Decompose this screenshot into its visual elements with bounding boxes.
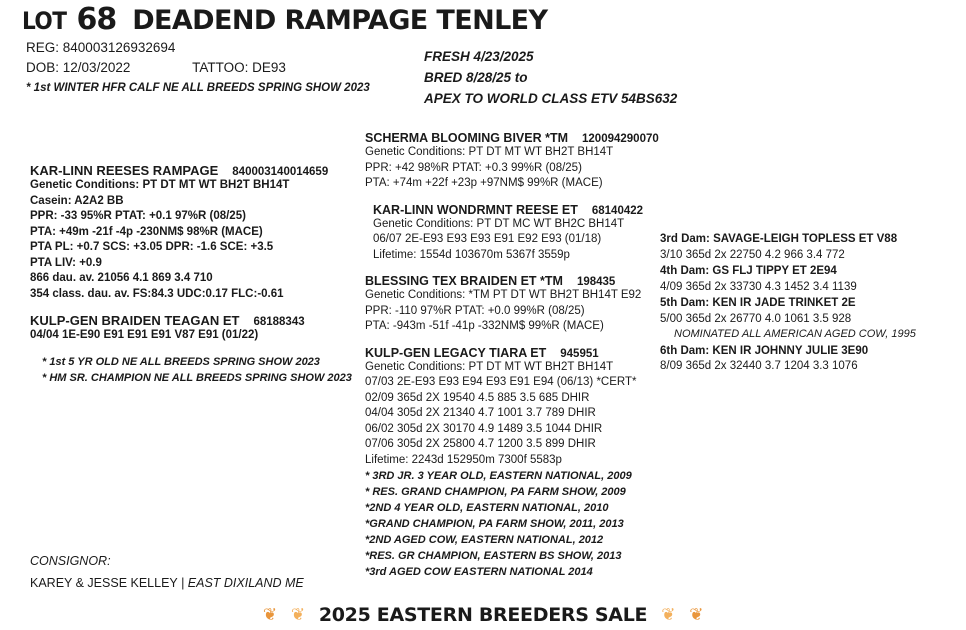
pedigree-name-line — [365, 346, 665, 360]
consignor-label: CONSIGNOR: — [30, 554, 111, 568]
pedigree-detail: Genetic Conditions: PT DT MT WT BH2T BH14T — [365, 146, 614, 158]
rear-dam-name: KEN IR JOHNNY JULIE 3E90 — [712, 344, 869, 357]
sale-title: 2025 EASTERN BREEDERS SALE — [318, 604, 648, 626]
pedigree-detail: PTA LIV: +0.9 — [30, 256, 102, 269]
pedigree-award-note: * HM SR. CHAMPION NE ALL BREEDS SPRING SHOW 2023 — [42, 371, 352, 384]
animal-show-note: * 1st WINTER HFR CALF NE ALL BREEDS SPRING SHOW 2023 — [26, 82, 370, 94]
bred-date: BRED 8/28/25 to — [424, 70, 528, 85]
pedigree-detail: 06/02 305d 2X 30170 4.9 1489 3.5 1044 DHIR — [365, 422, 603, 435]
pedigree-award-note: *2ND AGED COW, EASTERN NATIONAL, 2012 — [365, 534, 604, 546]
pedigree-name: SCHERMA BLOOMING BIVER *TM — [365, 131, 569, 145]
pedigree-detail: Genetic Conditions: PT DT MT WT BH2T BH14T — [365, 360, 614, 373]
dob-value: 12/03/2022 — [62, 60, 131, 75]
pedigree-reg: 840003140014659 — [232, 166, 329, 178]
rear-dam-name-line — [660, 296, 960, 312]
pedigree-reg: 68140422 — [591, 204, 644, 217]
pedigree-name-line — [30, 313, 360, 328]
pedigree-name-line — [30, 163, 360, 178]
service-sire: APEX TO WORLD CLASS ETV 54BS632 — [424, 91, 678, 106]
rear-dam-name-line — [660, 232, 960, 248]
pedigree-detail: PPR: +42 98%R PTAT: +0.3 99%R (08/25) — [365, 161, 582, 174]
leaf-icon: ❦ — [262, 605, 277, 625]
animal-name: DEADEND RAMPAGE TENLEY — [132, 5, 548, 36]
pedigree-detail: Lifetime: 2243d 152950m 7300f 5583p — [365, 453, 562, 466]
pedigree-detail: PTA: -943m -51f -41p -332NM$ 99%R (MACE) — [365, 320, 604, 332]
pedigree-award-note: * 1st 5 YR OLD NE ALL BREEDS SPRING SHOW 2023 — [42, 355, 320, 368]
leaf-icon: ❦ — [689, 605, 704, 625]
pedigree-detail: 07/06 305d 2X 25800 4.7 1200 3.5 899 DHIR — [365, 438, 596, 450]
dob-tattoo-row — [26, 58, 286, 78]
rear-dam-award-note: NOMINATED ALL AMERICAN AGED COW, 1995 — [674, 328, 916, 340]
pedigree-reg: 120094290070 — [582, 133, 659, 145]
pedigree-block — [365, 131, 665, 192]
rear-dam-label: 3rd Dam: — [660, 233, 710, 245]
pedigree-detail: 07/03 2E-E93 E93 E94 E93 E91 E94 (06/13) *CERT* — [365, 376, 637, 388]
rear-dam-record: 5/00 365d 2x 26770 4.0 1061 3.5 928 — [660, 312, 852, 325]
page-header — [22, 2, 952, 37]
consignor-name: KAREY & JESSE KELLEY — [30, 576, 178, 590]
pedigree-name: BLESSING TEX BRAIDEN ET *TM — [365, 274, 563, 288]
tattoo-value: DE93 — [252, 60, 286, 75]
pedigree-reg: 198435 — [576, 276, 616, 288]
sale-footer — [0, 604, 966, 626]
rear-dam-record: 3/10 365d 2x 22750 4.2 966 3.4 772 — [660, 248, 845, 261]
rear-dam-name: SAVAGE-LEIGH TOPLESS ET V88 — [713, 233, 898, 245]
pedigree-detail: 866 dau. av. 21056 4.1 869 3.4 710 — [30, 272, 213, 284]
pedigree-award-note: *GRAND CHAMPION, PA FARM SHOW, 2011, 2013 — [365, 518, 624, 530]
pedigree-detail: Casein: A2A2 BB — [30, 194, 124, 207]
pedigree-name: KAR-LINN REESES RAMPAGE — [30, 163, 219, 178]
pedigree-detail: Genetic Conditions: *TM PT DT WT BH2T BH14T E92 — [365, 289, 642, 301]
rear-dam-name: GS FLJ TIPPY ET 2E94 — [712, 265, 837, 277]
fresh-date: FRESH 4/23/2025 — [424, 49, 534, 64]
pedigree-block — [373, 203, 665, 264]
pedigree-detail: 354 class. dau. av. FS:84.3 UDC:0.17 FLC:-0.61 — [30, 287, 284, 300]
pedigree-detail: PPR: -110 97%R PTAT: +0.0 99%R (08/25) — [365, 304, 585, 317]
rear-dam-record: 4/09 365d 2x 33730 4.3 1452 3.4 1139 — [660, 280, 857, 293]
rear-dam-record: 8/09 365d 2x 32440 3.7 1204 3.3 1076 — [660, 360, 858, 372]
pedigree-block — [30, 163, 360, 302]
dam-pedigree-column — [30, 163, 360, 397]
tattoo-label: TATTOO: — [192, 60, 249, 75]
pedigree-detail: 04/04 305d 2X 21340 4.7 1001 3.7 789 DHIR — [365, 407, 596, 419]
pedigree-award-note: *3rd AGED COW EASTERN NATIONAL 2014 — [365, 566, 593, 578]
dob-label: DOB: — [26, 60, 60, 75]
consignor-details — [30, 572, 304, 594]
pedigree-detail: Genetic Conditions: PT DT MT WT BH2T BH14T — [30, 179, 290, 191]
rear-dam-name-line — [660, 264, 960, 280]
pedigree-detail: PTA PL: +0.7 SCS: +3.05 DPR: -1.6 SCE: +3.5 — [30, 241, 274, 253]
registration-row — [26, 38, 286, 58]
leaf-icon: ❦ — [661, 605, 676, 625]
sire-pedigree-column — [365, 131, 665, 591]
lot-number: 68 — [76, 2, 117, 37]
rear-dam-entry — [660, 264, 960, 295]
pedigree-reg: 68188343 — [253, 316, 305, 328]
pedigree-name-line — [373, 203, 665, 217]
pedigree-name-line — [365, 131, 665, 145]
rear-dam-entry — [660, 344, 960, 375]
pedigree-reg: 945951 — [560, 347, 599, 360]
pedigree-award-note: *RES. GR CHAMPION, EASTERN BS SHOW, 2013 — [365, 550, 622, 562]
pedigree-detail: PTA: +49m -21f -4p -230NM$ 98%R (MACE) — [30, 225, 263, 238]
pedigree-award-note: * 3RD JR. 3 YEAR OLD, EASTERN NATIONAL, 2009 — [365, 470, 632, 482]
pedigree-name: KAR-LINN WONDRMNT REESE ET — [373, 202, 578, 217]
pedigree-name: KULP-GEN BRAIDEN TEAGAN ET — [30, 313, 240, 328]
pedigree-detail: 02/09 365d 2X 19540 4.5 885 3.5 685 DHIR — [365, 391, 590, 404]
pedigree-detail: Genetic Conditions: PT DT MC WT BH2C BH14T — [373, 217, 625, 230]
rear-dam-name-line — [660, 344, 960, 360]
rear-dam-name: KEN IR JADE TRINKET 2E — [712, 297, 856, 309]
rear-dam-label: 6th Dam: — [660, 344, 710, 357]
pedigree-award-note: * RES. GRAND CHAMPION, PA FARM SHOW, 2009 — [365, 486, 626, 498]
reg-value: 840003126932694 — [62, 40, 176, 55]
identity-block — [26, 38, 286, 78]
pedigree-name-line — [365, 274, 665, 288]
pedigree-name: KULP-GEN LEGACY TIARA ET — [365, 345, 547, 360]
reg-label: REG: — [26, 40, 60, 55]
rear-dam-label: 5th Dam: — [660, 297, 710, 309]
pedigree-detail: 04/04 1E-E90 E91 E91 E91 V87 E91 (01/22) — [30, 329, 259, 341]
lot-label: LOT — [22, 7, 67, 35]
pedigree-block — [365, 346, 665, 581]
pedigree-detail: PPR: -33 95%R PTAT: +0.1 97%R (08/25) — [30, 210, 246, 222]
sale-title-wrap — [262, 604, 704, 626]
rear-dam-entry — [660, 296, 960, 343]
pedigree-detail: PTA: +74m +22f +23p +97NM$ 99%R (MACE) — [365, 177, 603, 189]
consignor-separator: | — [181, 576, 185, 590]
pedigree-block — [365, 274, 665, 335]
pedigree-detail: 06/07 2E-E93 E93 E93 E91 E92 E93 (01/18) — [373, 233, 602, 245]
leaf-icon: ❦ — [290, 605, 305, 625]
pedigree-detail: Lifetime: 1554d 103670m 5367f 3559p — [373, 248, 570, 261]
breeding-status-block — [424, 46, 677, 109]
consignor-location: EAST DIXILAND ME — [187, 576, 304, 590]
rear-dam-label: 4th Dam: — [660, 265, 710, 277]
pedigree-block — [30, 313, 360, 386]
rear-dam-entry — [660, 232, 960, 263]
consignor-block — [30, 550, 304, 594]
rear-dams-column — [660, 232, 960, 376]
pedigree-award-note: *2ND 4 YEAR OLD, EASTERN NATIONAL, 2010 — [365, 502, 609, 514]
